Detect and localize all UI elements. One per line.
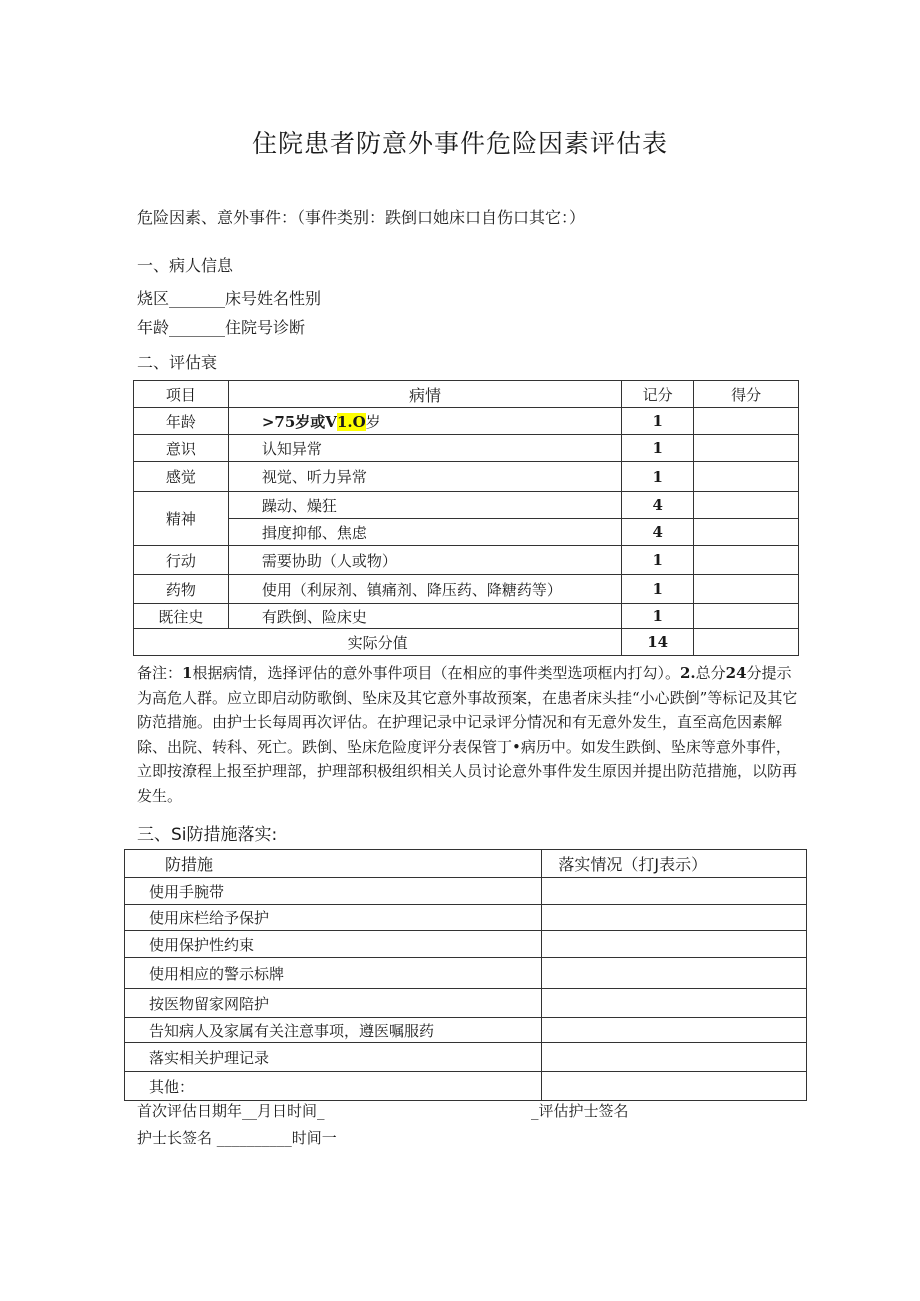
nurse-signature: _评估护士签名 [531, 1102, 629, 1120]
info-line-ward: 烧区_______床号姓名性别 [137, 289, 322, 308]
measure-label: 告知病人及家属有关注意事项，遵医嘱服药 [125, 1018, 542, 1043]
table-row [125, 905, 807, 931]
age-condition-b: 岁 [365, 412, 381, 431]
table-row [134, 604, 799, 629]
section-prevention: 三、Si防措施落实: [137, 825, 278, 845]
row-score-cell[interactable] [694, 462, 799, 492]
row-condition: 认知异常 [228, 435, 621, 462]
table-row [125, 989, 807, 1018]
age-condition-a: >75岁或V [261, 412, 337, 431]
section-patient-info: 一、病人信息 [137, 256, 234, 275]
row-score-cell[interactable] [694, 492, 799, 519]
table-row [125, 1043, 807, 1072]
row-score-cell[interactable] [694, 604, 799, 629]
row-condition: 需要协助（人或物） [228, 546, 621, 575]
page-title: 住院患者防意外事件危险因素评估表 [251, 129, 668, 158]
total-row [134, 629, 799, 656]
remarks-num-24: 24 [725, 664, 747, 682]
row-condition: 使用（利尿剂、镇痛剂、降压药、降糖药等） [228, 575, 621, 604]
table-row [125, 1072, 807, 1101]
table-row [134, 492, 799, 519]
row-points: 1 [622, 546, 694, 575]
remarks-num-2: 2. [679, 664, 696, 682]
row-item: 年龄 [134, 408, 229, 435]
row-item: 意识 [134, 435, 229, 462]
first-eval-date: 首次评估日期年__月日时间_ [137, 1102, 325, 1120]
table-row [134, 435, 799, 462]
row-score-cell[interactable] [694, 546, 799, 575]
measure-label: 按医物留家网陪护 [125, 989, 542, 1018]
remarks-text-3: 分提示为高危人群。应立即启动防歌倒、坠床及其它意外事故预案，在患者床头挂“小心跌倒”等标记及其它防范措施。由护士长每周再次评估。在护理记录中记录评分情况和有无意外发生，直至高危因素解除、出院、转科、死亡。跌倒、坠床危险度评分表保管丁•病历中。如发生跌倒、坠床等意外事件，立即按潦程上报至护理部，护理部积极组织相关人员讨论意外事件发生原因并提出防范措施，以防再发生。 [137, 664, 798, 805]
row-score-cell[interactable] [694, 519, 799, 546]
implementation-cell[interactable] [542, 989, 807, 1018]
table-row [134, 408, 799, 435]
row-condition: 揖度抑郁、焦虑 [228, 519, 621, 546]
row-points: 4 [622, 519, 694, 546]
row-points: 1 [622, 604, 694, 629]
table-row [125, 878, 807, 905]
implementation-cell[interactable] [542, 1018, 807, 1043]
measure-label: 落实相关护理记录 [125, 1043, 542, 1072]
age-condition-highlight: 1.O [336, 412, 366, 431]
table-row [134, 462, 799, 492]
row-points: 1 [622, 462, 694, 492]
table-row [134, 546, 799, 575]
row-score-cell[interactable] [694, 435, 799, 462]
assessment-table [133, 380, 799, 656]
header-item: 项目 [134, 381, 229, 408]
table-header-row [134, 381, 799, 408]
remarks-text-2: 总分 [695, 664, 726, 682]
risk-event-line: 危险因素、意外事件：（事件类别：跌倒口她床口自伤口其它：） [137, 208, 586, 227]
measure-label: 使用床栏给予保护 [125, 905, 542, 931]
measure-label: 使用相应的警示标牌 [125, 958, 542, 989]
row-item: 药物 [134, 575, 229, 604]
total-score: 14 [622, 629, 694, 656]
row-item: 精神 [134, 492, 229, 546]
prevention-table [124, 849, 807, 1101]
total-score-cell[interactable] [694, 629, 799, 656]
implementation-cell[interactable] [542, 931, 807, 958]
header-implementation: 落实情况（打J表示） [542, 850, 807, 878]
row-item: 既往史 [134, 604, 229, 629]
total-label: 实际分值 [134, 629, 622, 656]
implementation-cell[interactable] [542, 1072, 807, 1101]
info-line-age: 年龄_______住院号诊断 [137, 318, 306, 337]
measure-label: 使用手腕带 [125, 878, 542, 905]
implementation-cell[interactable] [542, 878, 807, 905]
header-points: 记分 [622, 381, 694, 408]
table-row [134, 519, 799, 546]
section-assessment: 二、评估衰 [137, 353, 218, 372]
row-item: 感觉 [134, 462, 229, 492]
table-row [134, 575, 799, 604]
remarks-num-1: 1 [182, 664, 193, 682]
remarks-label: 备注： [137, 664, 183, 682]
table-header-row [125, 850, 807, 878]
row-item: 行动 [134, 546, 229, 575]
row-points: 1 [622, 575, 694, 604]
row-score-cell[interactable] [694, 408, 799, 435]
row-points: 1 [622, 435, 694, 462]
row-condition: 有跌倒、险床史 [228, 604, 621, 629]
table-row [125, 931, 807, 958]
row-points: 4 [622, 492, 694, 519]
remarks-paragraph [137, 661, 805, 808]
header-score: 得分 [694, 381, 799, 408]
head-nurse-signature: 护士长签名 __________时间一 [137, 1129, 337, 1147]
row-condition: 视觉、听力异常 [228, 462, 621, 492]
table-row [125, 1018, 807, 1043]
measure-label: 其他： [125, 1072, 542, 1101]
row-score-cell[interactable] [694, 575, 799, 604]
header-measure: 防措施 [125, 850, 542, 878]
row-condition [228, 408, 621, 435]
implementation-cell[interactable] [542, 905, 807, 931]
header-condition: 病情 [228, 381, 621, 408]
table-row [125, 958, 807, 989]
row-points: 1 [622, 408, 694, 435]
remarks-text-1: 根据病情，选择评估的意外事件项目（在相应的事件类型选项框内打勾）。 [192, 664, 680, 682]
measure-label: 使用保护性约束 [125, 931, 542, 958]
implementation-cell[interactable] [542, 1043, 807, 1072]
implementation-cell[interactable] [542, 958, 807, 989]
row-condition: 躁动、燥狂 [228, 492, 621, 519]
